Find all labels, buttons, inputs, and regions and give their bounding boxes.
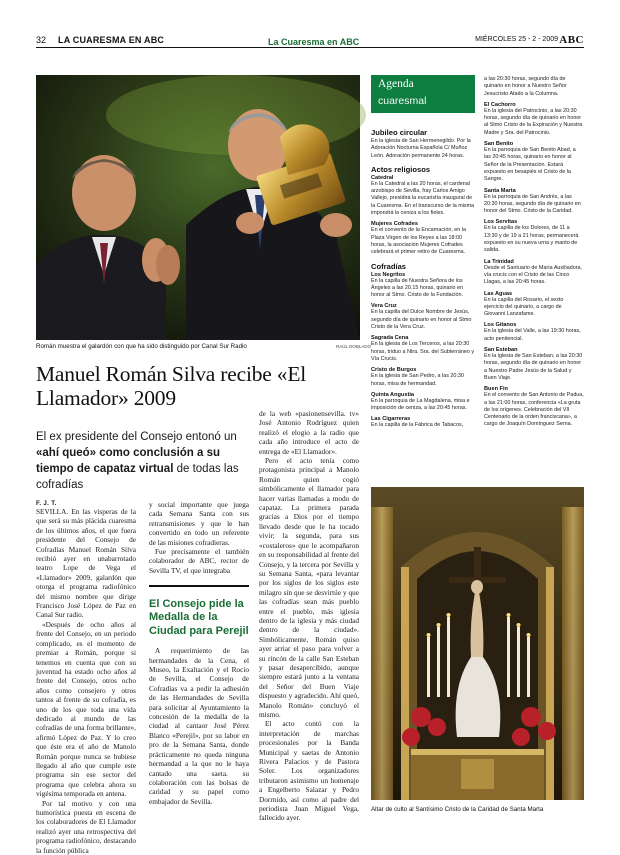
agenda-text: En la Catedral a las 20 horas, el cardenal arzobispo de Sevilla, fray Carlos Amigo Vallejo, presidirá la eucaristía inaugural de la Cuaresma. En el transcurso de la misma impondrá la ceniza a los fieles. <box>371 180 475 217</box>
paragraph: Fue precisamente el también colaborador de ABC, rector de Sevilla TV, el que integraba <box>149 547 249 575</box>
agenda-subheading: Los Gitanos <box>484 322 517 329</box>
agenda-column-2 <box>484 76 584 429</box>
sidebar-article <box>149 585 249 806</box>
agenda-text: En la capilla de Nuestra Señora de los Ángeles a las 20.15 horas, quinario en honor al Stmo. Cristo de la Fundación. <box>371 277 464 299</box>
agenda-text: En la parroquia de San Benito Abad, a las 20:45 horas, quinario en honor al Señor de la Presentación. Estará expuesto en besapiés el Cristo de la Sangre. <box>484 147 576 183</box>
agenda-text: En la iglesia del Valle, a las 19:30 horas, acto penitencial. <box>484 328 581 342</box>
agenda-subheading: Catedral <box>371 174 394 181</box>
agenda-subheading: La Trinidad <box>484 258 514 265</box>
article-subhead <box>36 429 250 493</box>
paragraph: Por tal motivo y con una humorística puesta en escena de los colaboradores de El Llamador realizó ayer una retrospectiva del programa radiofónico, destacando la función pública <box>36 798 136 855</box>
agenda-subheading: Los Servitas <box>484 219 518 226</box>
page-header <box>36 35 584 48</box>
subhead-tail: de todas las cofradías <box>36 463 239 491</box>
altar-photo <box>371 487 584 800</box>
sidebar-title: El Consejo pide la Medalla de la Ciudad para Perejil <box>149 598 249 637</box>
article-column-3 <box>259 409 359 823</box>
agenda-text: En la capilla de la Fábrica de Tabacos, <box>371 422 464 429</box>
agenda-text: a las 20:30 horas, segundo día de quinario en honor a Nuestro Señor Jesucristo Atado a la Columna. <box>484 76 567 97</box>
agenda-text: Desde el Santuario de María Auxiliadora, vía crucis con el Cristo de las Cinco Llagas, a las 20:45 horas. <box>484 264 582 286</box>
page-number: 32 <box>36 35 47 45</box>
agenda-text: En la capilla de los Dolores, de 11 a 13:30 y de 19 a 21 horas, permanecerá expuesto en su nueva urna y manto de salida. <box>484 225 579 254</box>
agenda-heading: Cofradías <box>371 261 407 271</box>
subhead-intro: El ex presidente del Consejo entonó un <box>36 431 237 443</box>
issue-date: MIÉRCOLES 25 - 2 - 2009 <box>475 36 558 43</box>
subhead-emphasis: «ahí queó» como conclusión a su tiempo de capataz virtual <box>36 447 221 475</box>
agenda-subheading: Vera Cruz <box>371 303 397 310</box>
agenda-title: Agenda <box>378 78 414 90</box>
paragraph: de la web «pasionensevilla. tv» José Antonio Rodríguez quien realizó el elogio a la radio que cada año introduce el acto de entrega de «El Llamador». <box>259 409 359 456</box>
section-banner: La Cuaresma en ABC <box>268 37 360 47</box>
agenda-subheading: Santa Marta <box>484 187 516 194</box>
agenda-subheading: Los Negritos <box>371 271 406 278</box>
agenda-text: En la capilla del Dulce Nombre de Jesús, segundo día de quinario en honor al Stmo Cristo de la Vera Cruz. <box>371 309 472 331</box>
agenda-subtitle: cuaresmal <box>378 95 427 107</box>
agenda-text: En el convento de la Encarnación, en la Plaza Virgen de los Reyes a las 18:00 horas, la asociación Mujeres Cofrades celebrará el primer retiro de Cuaresma. <box>371 227 466 256</box>
agenda-subheading: El Cachorro <box>484 101 516 108</box>
agenda-subheading: Cristo de Burgos <box>371 367 417 374</box>
award-photo <box>36 75 360 340</box>
agenda-text: En la iglesia de San Esteban, a las 20:30 horas, segundo día de quinario en honor a Nuestro Padre Jesús de la Salud y Buen Viaje. <box>484 353 583 381</box>
article-column-2 <box>149 500 249 575</box>
paragraph: El acto contó con la interpretación de marchas procesionales por la Banda Municipal y saetas de Antonio Rivera Palacios y de Pastora Soler. Los organizadores tributaron asimismo un homenaje a Engelberto Salazar y Pedro Dorrnido, así como al padre del periodista Juan Miguel Vega, fallecido ayer. <box>259 719 359 823</box>
paragraph: SEVILLA. En las vísperas de la que será su más plácida cuaresma de los últimos años, el que fuera presidente del Consejo de Cofradías Manuel Román Silva recibió ayer en unabarrotado teatro Lope de Vega el «Llamador» 2009, galardón que otorga el programa radiofónico del mismo nombre que dirige Francisco José López de Paz en Canal Sur radio. <box>36 507 136 620</box>
photo-caption: Román muestra el galardón con que ha sido distinguido por Canal Sur Radio <box>36 343 247 350</box>
agenda-subheading: Buen Fin <box>484 386 508 393</box>
agenda-subheading: Las Aguas <box>484 290 513 297</box>
section-title: LA CUARESMA EN ABC <box>58 35 165 45</box>
agenda-text: En la iglesia de San Pedro, a las 20:30 horas, misa de hermandad. <box>371 373 464 387</box>
agenda-subheading: Mujeres Cofrades <box>371 221 418 228</box>
article-headline: Manuel Román Silva recibe «El Llamador» 2009 <box>36 362 307 410</box>
abc-logo: ABC <box>559 34 584 46</box>
agenda-subheading: Quinta Angustia <box>371 391 414 398</box>
agenda-heading: Actos religiosos <box>371 164 431 174</box>
agenda-text: En la iglesia de San Hermenegildo. Por la Adoración Nocturna Española C/ Muñoz León. Adoración permanente 24 horas. <box>371 138 471 159</box>
agenda-subheading: San Esteban <box>484 347 518 354</box>
paragraph: «Después de ocho años al frente del Consejo, en un periodo complicado, es el momento de premiar a Román, porque si tenemos en cuenta que con su juventud ha estado ocho años al frente del Consejo, otros ocho años como consejero y otros tantos al frente de su cofradía, es uno de los que toda una vida dedicado al mundo de las cofradías de una forma brillante», afirmó López de Paz. Y lo creo que éste era el año de Manolo Román porque nunca se hubiese llegado al año que cumple este programa sin ese sector del programa que celebra ahora su vigésima temporada en antena. <box>36 619 136 799</box>
agenda-subheading: Las Cigarreras <box>371 416 411 423</box>
agenda-text: En la capilla del Rosario, el sexto ejercicio del quinario, a cargo de Giovanni Lanzafame. <box>484 296 564 318</box>
paragraph: Pero el acto tenía como protagonista principal a Manolo Román quien cogió simbólicamente el llamador para hacer varias llamadas a modo de capataz. La primera parada gracias a Dios por el tiempo llevado desde que le ha tocado vivir; la segunda, para sus «costaleros» que le acompañaron en su responsabilidad al frente del Consejo, y la tercera por Sevilla y su Semana Santa, «para levantar por los siglos de los siglos este milagro sin que se desvirtúe y que las cofradías sean más pueblo entre el pueblo, más iglesia dentro de la iglesia y más ciudad dentro de la ciudad». Simbólicamente, Román quiso ayer arriar el paso para volver a su rincón de la calle San Esteban y pasar desapercibido, aunque siempre estará junto a la ventana del Señor del Buen Viaje dispuesto y agradecido. Ahí queó, Manolo Román» concluyó el mismo. <box>259 456 359 719</box>
agenda-text: En el convento de San Antonio de Padua, a las 21:00 horas, conferencia «La gruta de los orígenes. Celebración del VII Centenario de la orden franciscana», a cargo de Joaquín Domínguez Serna. <box>484 392 584 428</box>
agenda-text: En la parroquia de San Andrés, a las 20:30 horas, segundo día de quinario en honor del Stmo. Cristo de la Caridad. <box>484 193 581 215</box>
agenda-banner <box>371 75 475 113</box>
agenda-subheading: San Benito <box>484 141 514 148</box>
agenda-heading: Jubileo circular <box>371 128 428 137</box>
agenda-column-1 <box>371 128 475 430</box>
sidebar-body <box>149 646 249 806</box>
agenda-subheading: Sagrada Cena <box>371 335 409 342</box>
agenda-text: En la parroquia de La Magdalena, misa e imposición de ceniza, a las 20:45 horas. <box>371 397 470 412</box>
paragraph: A requerimiento de las hermandades de la Cena, el Museo, la Exaltación y el Rocío de Sevilla, el Consejo de Cofradías va a pedir la adhesión de las Hermandades de Sevilla para solicitar al Ayuntamiento la concesión de la medalla de la ciudad al cantaor José Pérez Blanco «Perejil», por su labor en pro de la Semana Santa, donde prácticamente no queda ninguna hermandad a la que no le haya cantado una saeta. su colaboración con las bolsas de caridad y su papel como embajador de Sevilla. <box>149 646 249 806</box>
photo-credit: RAÚL DOBLADO <box>336 344 372 349</box>
agenda-text: En la iglesia de Los Terceros, a las 20:30 horas, triduo a Ntra. Sra. del Subterráneo y Vía Crucis. <box>371 341 475 362</box>
paragraph: y social importante que juega cada Semana Santa con sus retransmisiones y que le han convertido en todo un referente de las misiones cofradieras. <box>149 500 249 547</box>
altar-caption: Altar de culto al Santísimo Cristo de la Caridad de Santa Marta <box>371 806 544 813</box>
article-column-1 <box>36 500 136 855</box>
agenda-text: En la iglesia del Patrocinio, a las 20:30 horas, segundo día de quinario en honor al Stmo Cristo de la Expiración y Nuestra Madre y Sra. del Patrocinio. <box>484 107 583 136</box>
byline: F. J. T. <box>36 500 57 507</box>
